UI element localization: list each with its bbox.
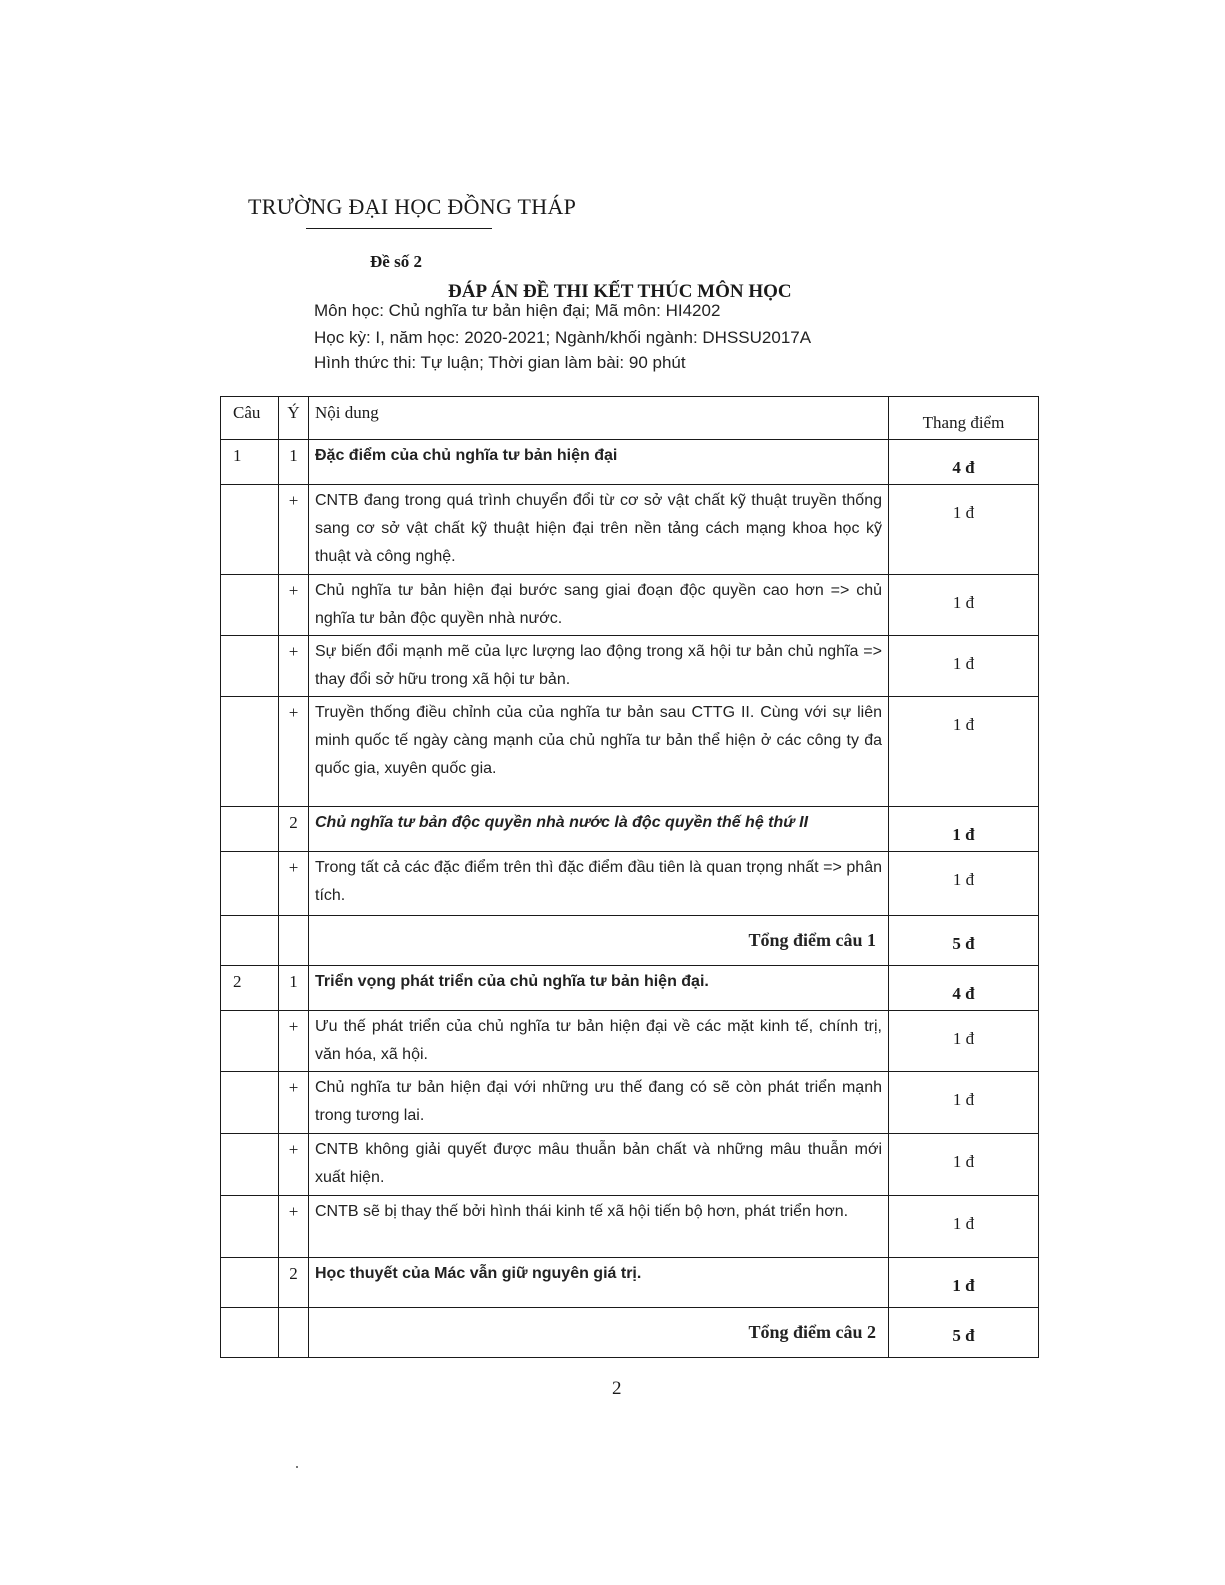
table-row [221,575,1039,636]
cell-y: + [279,1072,309,1134]
cell-cau [221,1072,279,1134]
semester-line: Học kỳ: I, năm học: 2020-2021; Ngành/khối ngành: DHSSU2017A [314,328,812,347]
cell-score: 1 đ [889,1258,1039,1308]
cell-cau [221,636,279,697]
cell-cau [221,1258,279,1308]
cell-score: 1 đ [889,1196,1039,1258]
cell-content: Truyền thống điều chỉnh của của nghĩa tư bản sau CTTG II. Cùng với sự liên minh quốc tế ngày càng mạnh của chủ nghĩa tư bản thể hiện ở các công ty đa quốc gia, xuyên quốc gia. [309,697,889,807]
cell-score: 1 đ [889,1134,1039,1196]
cell-total-label: Tổng điểm câu 1 [309,916,889,966]
cell-score: 1 đ [889,852,1039,916]
school-name: TRƯỜNG ĐẠI HỌC ĐỒNG THÁP [248,194,577,219]
table-row [221,1011,1039,1072]
page-number: 2 [612,1378,622,1399]
cell-y: + [279,1134,309,1196]
header-content: Nội dung [309,397,889,440]
cell-score: 4 đ [889,440,1039,485]
cell-content: Sự biến đổi mạnh mẽ của lực lượng lao động trong xã hội tư bản chủ nghĩa => thay đổi sở hữu trong xã hội tư bản. [309,636,889,697]
cell-y [279,1308,309,1358]
header-y: Ý [279,397,309,440]
cell-y: + [279,575,309,636]
cell-cau [221,575,279,636]
table-header-row [221,397,1039,440]
cell-content: CNTB không giải quyết được mâu thuẫn bản chất và những mâu thuẫn mới xuất hiện. [309,1134,889,1196]
exam-number: Đề số 2 [370,252,422,271]
table-row [221,966,1039,1011]
cell-cau [221,1308,279,1358]
cell-cau [221,1196,279,1258]
cell-cau [221,1134,279,1196]
answer-table [220,396,1039,1358]
cell-score: 1 đ [889,697,1039,807]
cell-score: 1 đ [889,1072,1039,1134]
cell-content: Chủ nghĩa tư bản độc quyền nhà nước là độc quyền thế hệ thứ II [309,807,889,852]
cell-y: + [279,485,309,575]
cell-total-label: Tổng điểm câu 2 [309,1308,889,1358]
cell-content: Trong tất cả các đặc điểm trên thì đặc điểm đầu tiên là quan trọng nhất => phân tích. [309,852,889,916]
cell-score: 5 đ [889,1308,1039,1358]
scan-speck [296,1466,298,1468]
cell-y: 1 [279,440,309,485]
cell-content: Chủ nghĩa tư bản hiện đại bước sang giai đoạn độc quyền cao hơn => chủ nghĩa tư bản độc quyền nhà nước. [309,575,889,636]
cell-cau [221,485,279,575]
table-row [221,852,1039,916]
cell-score: 1 đ [889,1011,1039,1072]
cell-score: 1 đ [889,485,1039,575]
header-score: Thang điểm [889,397,1039,440]
table-row [221,440,1039,485]
cell-cau [221,1011,279,1072]
cell-score: 1 đ [889,807,1039,852]
table-row [221,697,1039,807]
cell-y: + [279,697,309,807]
cell-cau: 2 [221,966,279,1011]
cell-content: Học thuyết của Mác vẫn giữ nguyên giá trị. [309,1258,889,1308]
subject-line: Môn học: Chủ nghĩa tư bản hiện đại; Mã môn: HI4202 [314,301,721,320]
cell-content: Chủ nghĩa tư bản hiện đại với những ưu thế đang có sẽ còn phát triển mạnh trong tương lai. [309,1072,889,1134]
table-row [221,636,1039,697]
cell-cau: 1 [221,440,279,485]
cell-y: + [279,1011,309,1072]
table-row [221,1196,1039,1258]
cell-cau [221,852,279,916]
table-row [221,1308,1039,1358]
cell-content: Ưu thế phát triển của chủ nghĩa tư bản hiện đại về các mặt kinh tế, chính trị, văn hóa, xã hội. [309,1011,889,1072]
cell-y: + [279,852,309,916]
header-cau: Câu [221,397,279,440]
cell-content: Triển vọng phát triển của chủ nghĩa tư bản hiện đại. [309,966,889,1011]
table-row [221,1134,1039,1196]
cell-score: 1 đ [889,636,1039,697]
cell-score: 4 đ [889,966,1039,1011]
cell-y: 2 [279,1258,309,1308]
table-row [221,807,1039,852]
cell-y: 2 [279,807,309,852]
exam-format-line: Hình thức thi: Tự luận; Thời gian làm bài: 90 phút [314,353,686,372]
answer-title: ĐÁP ÁN ĐỀ THI KẾT THÚC MÔN HỌC [448,281,792,302]
table-row [221,1258,1039,1308]
cell-y [279,916,309,966]
table-row [221,1072,1039,1134]
cell-content: CNTB sẽ bị thay thế bởi hình thái kinh tế xã hội tiến bộ hơn, phát triển hơn. [309,1196,889,1258]
school-underline [306,228,492,229]
cell-y: + [279,636,309,697]
cell-score: 5 đ [889,916,1039,966]
cell-content: Đặc điểm của chủ nghĩa tư bản hiện đại [309,440,889,485]
cell-y: + [279,1196,309,1258]
cell-cau [221,916,279,966]
cell-cau [221,807,279,852]
cell-content: CNTB đang trong quá trình chuyển đổi từ cơ sở vật chất kỹ thuật truyền thống sang cơ sở vật chất kỹ thuật hiện đại trên nền tảng cách mạng khoa học kỹ thuật và công nghệ. [309,485,889,575]
cell-cau [221,697,279,807]
cell-score: 1 đ [889,575,1039,636]
table-row [221,916,1039,966]
table-row [221,485,1039,575]
cell-y: 1 [279,966,309,1011]
